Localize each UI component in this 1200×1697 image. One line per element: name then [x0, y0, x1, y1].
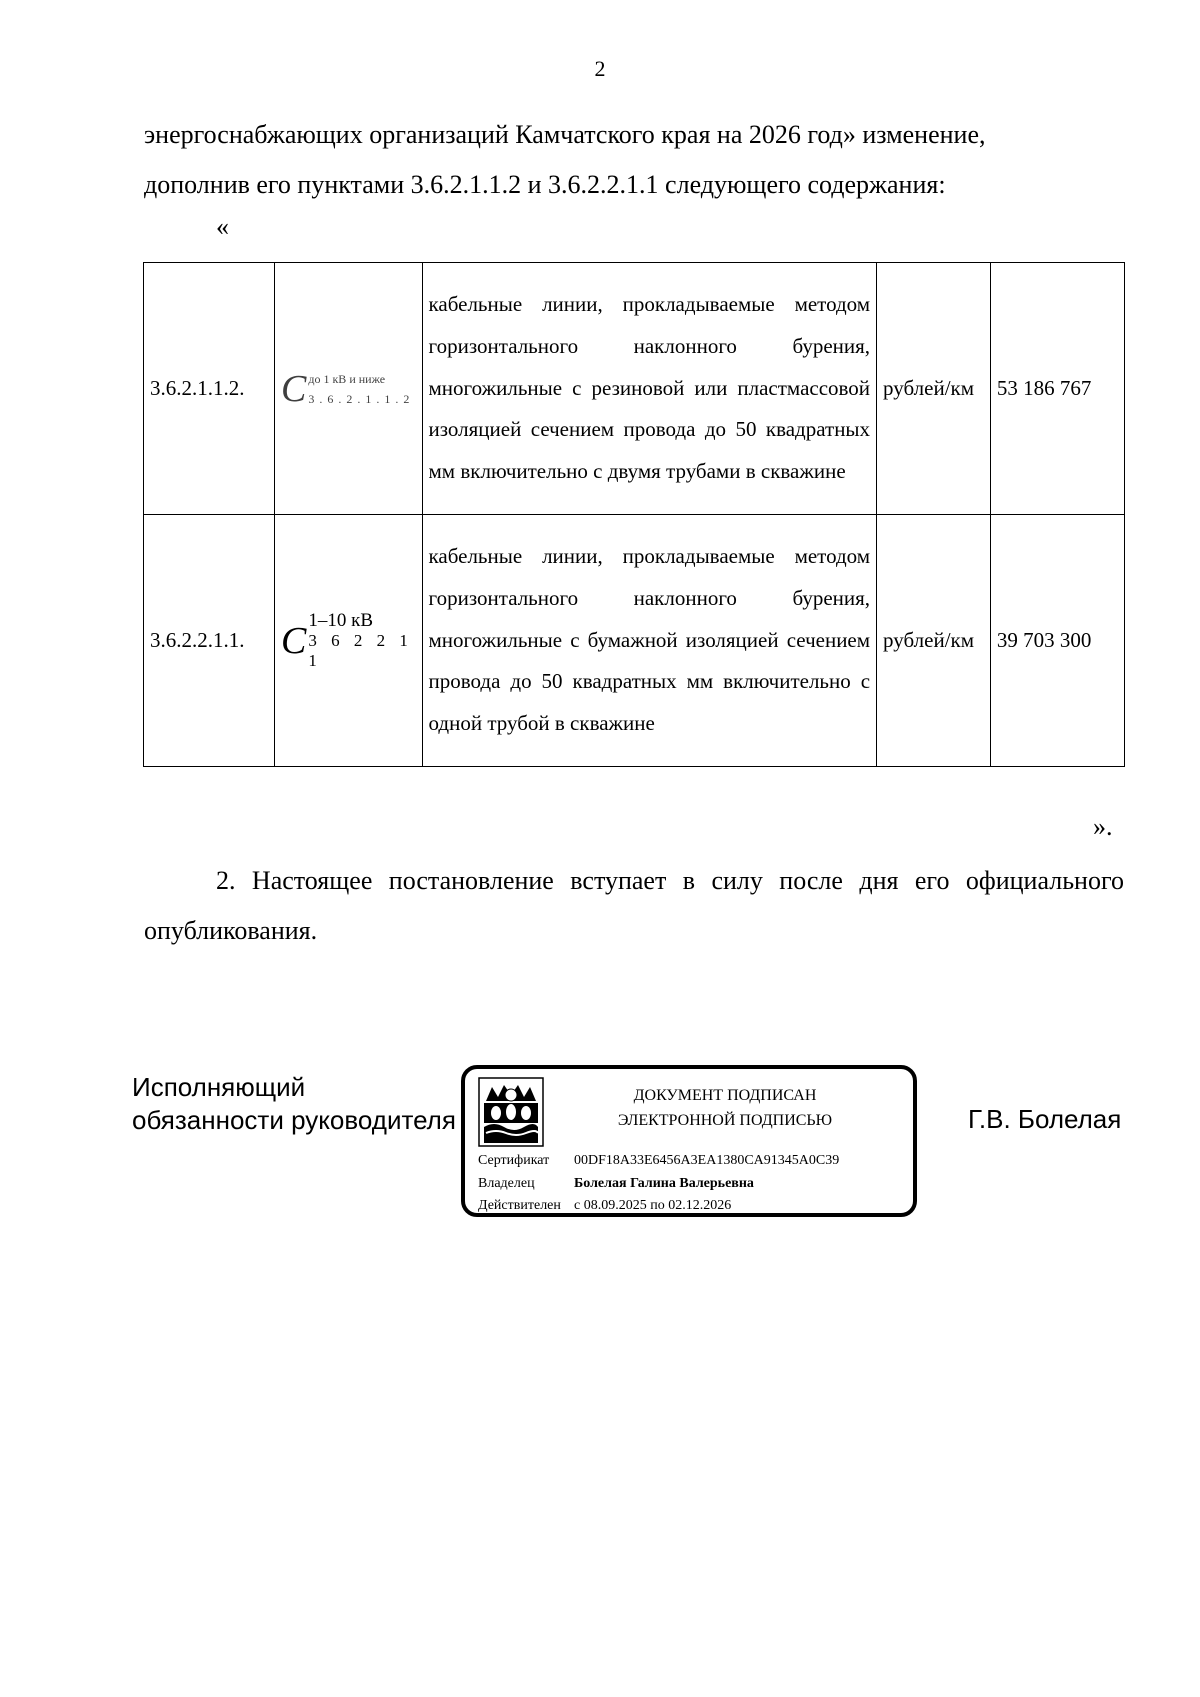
- signer-name: Г.В. Болелая: [968, 1104, 1122, 1134]
- symbol-base: C: [281, 367, 307, 410]
- tariff-symbol: [275, 515, 423, 767]
- stamp-title-line-1: ДОКУМЕНТ ПОДПИСАН: [633, 1087, 817, 1104]
- row-description: кабельные линии, прокладываемые методом горизонтального наклонного бурения, многожильные с бумажной изоляцией сечением провода до 50 квадратных мм включительно с одной трубой в скважине: [422, 515, 877, 767]
- stamp-title-line-2: ЭЛЕКТРОННОЙ ПОДПИСЬЮ: [617, 1112, 833, 1129]
- stamp-certificate-row: [478, 1153, 839, 1169]
- intro-line-2: дополнив его пунктами 3.6.2.1.1.2 и 3.6.2.2.1.1 следующего содержания:: [144, 170, 946, 199]
- symbol-superscript: 1–10 кВ: [308, 609, 374, 631]
- amendment-table: [143, 262, 1125, 767]
- row-value: 39 703 300: [990, 515, 1124, 767]
- table-row: [144, 263, 1125, 515]
- symbol-superscript: до 1 кВ и ниже: [308, 371, 386, 386]
- owner-label: Владелец: [478, 1176, 535, 1191]
- stamp-validity-row: [478, 1198, 731, 1214]
- row-value: 53 186 767: [990, 263, 1124, 515]
- owner-value: Болелая Галина Валерьевна: [574, 1176, 754, 1191]
- symbol-subscript: 3.6.2.1.1.2: [308, 391, 415, 406]
- formula-symbol: [281, 611, 416, 671]
- intro-line-1: энергоснабжающих организаций Камчатского края на 2026 год» изменение,: [144, 120, 986, 149]
- kamchatka-coat-of-arms-icon: [478, 1077, 544, 1147]
- row-number: 3.6.2.1.1.2.: [144, 263, 275, 515]
- page-number: 2: [594, 56, 606, 81]
- paragraph-2: 2. Настоящее постановление вступает в силу после дня его официального опубликования.: [144, 866, 1124, 945]
- signer-position-line-1: Исполняющий: [132, 1072, 306, 1102]
- close-quote: ».: [1093, 812, 1113, 841]
- signer-position: [132, 1071, 456, 1137]
- intro-paragraph: [144, 110, 1124, 210]
- formula-symbol: [281, 367, 414, 411]
- certificate-label: Сертификат: [478, 1153, 550, 1168]
- stamp-title: [575, 1083, 875, 1133]
- symbol-base: C: [281, 619, 307, 662]
- validity-label: Действителен: [478, 1198, 561, 1213]
- open-quote: «: [216, 212, 229, 241]
- symbol-subscript: 3 6 2 2 1 1: [308, 630, 413, 670]
- table-row: [144, 515, 1125, 767]
- stamp-owner-row: [478, 1176, 754, 1192]
- certificate-value: 00DF18A33E6456A3EA1380CA91345A0C39: [574, 1153, 840, 1168]
- row-description: кабельные линии, прокладываемые методом горизонтального наклонного бурения, многожильные с резиновой или пластмассовой изоляцией сечением провода до 50 квадратных мм включительно с двумя трубами в скважине: [422, 263, 877, 515]
- row-unit: рублей/км: [877, 515, 991, 767]
- row-unit: рублей/км: [877, 263, 991, 515]
- signer-position-line-2: обязанности руководителя: [132, 1105, 456, 1135]
- row-number: 3.6.2.2.1.1.: [144, 515, 275, 767]
- electronic-signature-stamp: [461, 1065, 917, 1217]
- tariff-symbol: [275, 263, 423, 515]
- validity-value: с 08.09.2025 по 02.12.2026: [574, 1198, 732, 1213]
